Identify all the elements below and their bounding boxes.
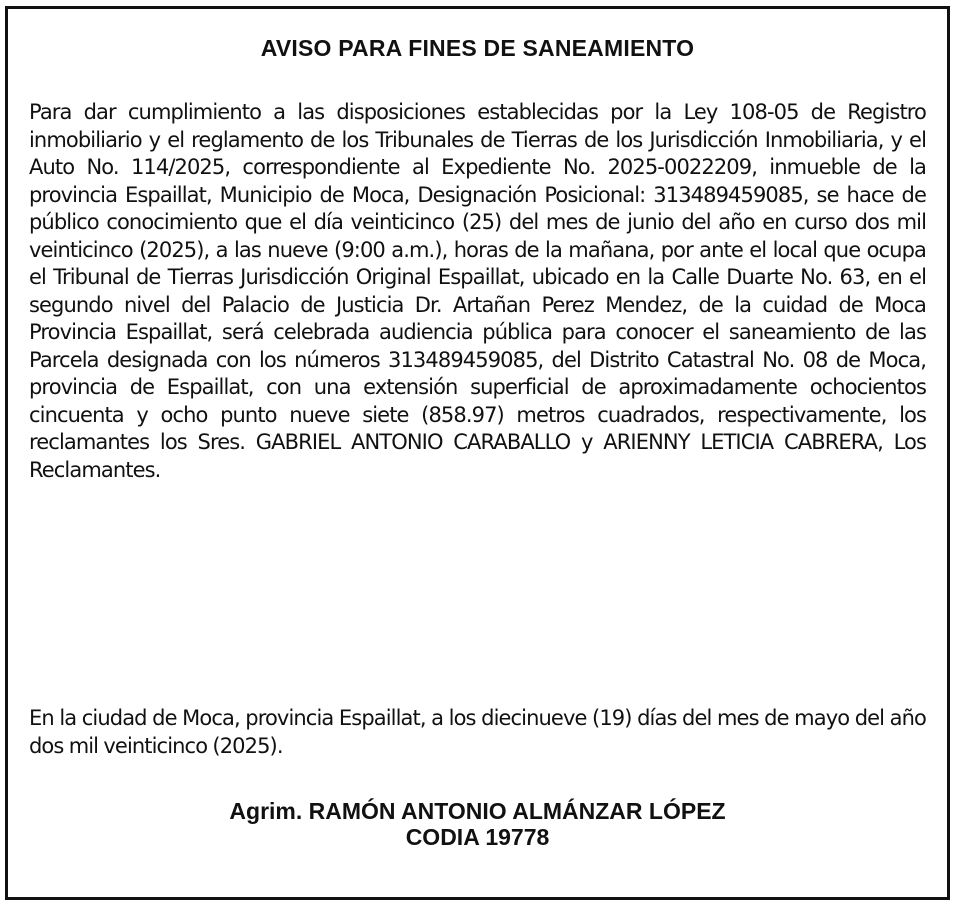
signature-name: Agrim. RAMÓN ANTONIO ALMÁNZAR LÓPEZ [229, 798, 726, 824]
legal-notice [5, 6, 950, 900]
notice-body-paragraph: Para dar cumplimiento a las disposiciones establecidas por la Ley 108-05 de Registro inmobiliario y el reglamento de los Tribunales de Tierras de los Jurisdicción Inmobiliaria, y el Auto No. 114/2025, correspondiente al Expediente No. 2025-0022209, inmueble de la provincia Espaillat, Municipio de Moca, Designación Posicional: 313489459085, se hace de público conocimiento que el día veinticinco (25) del mes de junio del año en curso dos mil veinticinco (2025), a las nueve (9:00 a.m.), horas de la mañana, por ante el local que ocupa el Tribunal de Tierras Jurisdicción Original Espaillat, ubicado en la Calle Duarte No. 63, en el segundo nivel del Palacio de Justicia Dr. Artañan Perez Mendez, de la cuidad de Moca Provincia Espaillat, será celebrada audiencia pública para conocer el saneamiento de las Parcela designada con los números 313489459085, del Distrito Catastral No. 08 de Moca, provincia de Espaillat, con una extensión superficial de aproximadamente ochocientos cincuenta y ocho punto nueve siete (858.97) metros cuadrados, respectivamente, los reclamantes los Sres. GABRIEL ANTONIO CARABALLO y ARIENNY LETICIA CABRERA, Los Reclamantes. [29, 100, 926, 482]
notice-closing-paragraph: En la ciudad de Moca, provincia Espaillat, a los diecinueve (19) días del mes de mayo del año dos mil veinticinco (2025). [29, 706, 926, 758]
signature-codia: CODIA 19778 [405, 824, 550, 850]
notice-title: AVISO PARA FINES DE SANEAMIENTO [260, 35, 695, 61]
